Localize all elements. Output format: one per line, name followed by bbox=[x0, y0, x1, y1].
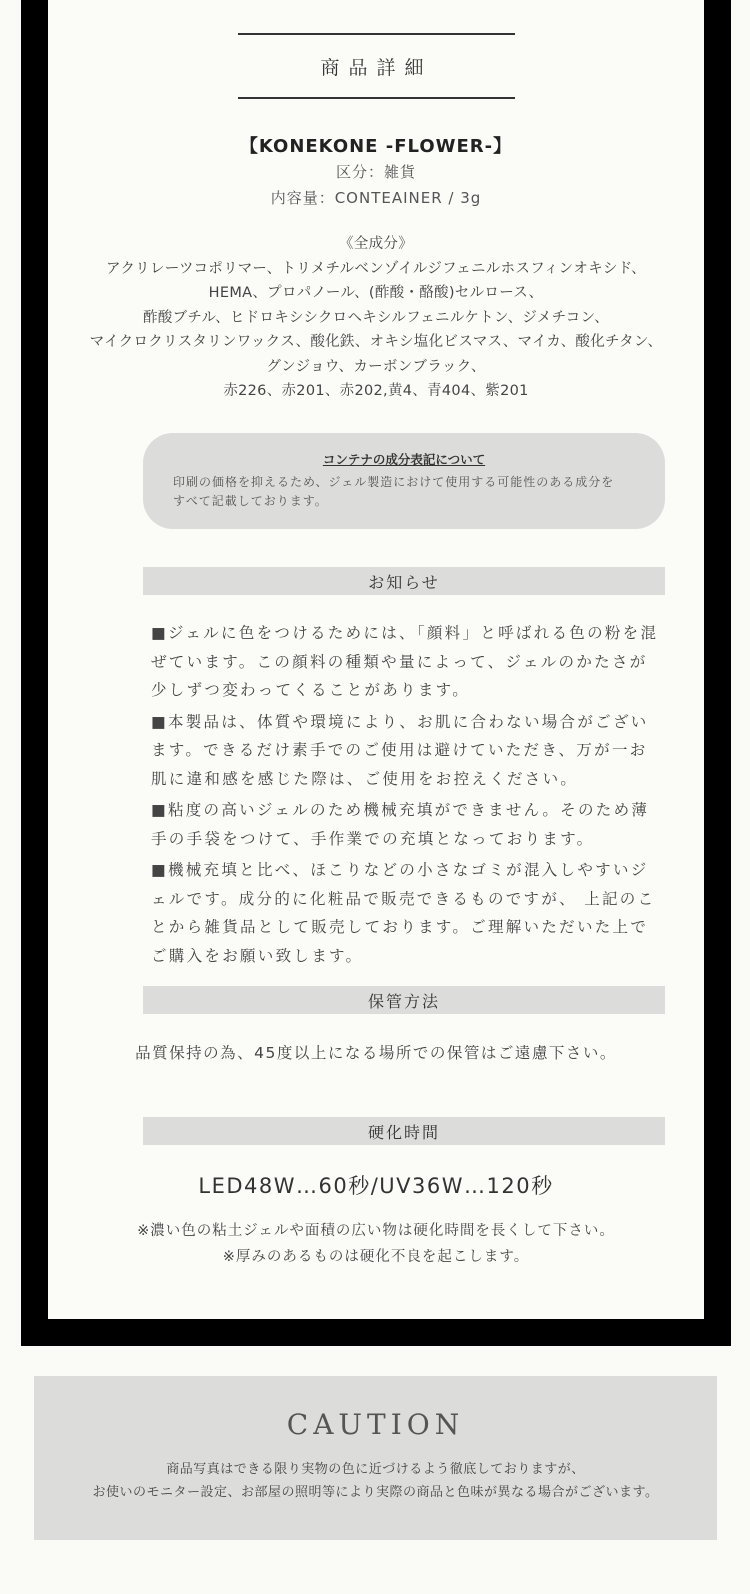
ingredients-line: 赤226、赤201、赤202,黄4、青404、紫201 bbox=[223, 383, 529, 399]
ingredients-line: グンジョウ、カーボンブラック、 bbox=[266, 358, 486, 375]
caution-title: CAUTION bbox=[286, 1408, 465, 1441]
curing-notes bbox=[48, 1218, 704, 1270]
storage-heading: 保管方法 bbox=[367, 991, 440, 1011]
container-note-line: すべて記載しております。 bbox=[173, 494, 328, 508]
curing-note-line: ※濃い色の粘土ジェルや面積の広い物は硬化時間を長くして下さい。 bbox=[137, 1223, 615, 1239]
curing-times: LED48W…60秒/UV36W…120秒 bbox=[198, 1174, 554, 1198]
notice-paragraph: ■本製品は、体質や環境により、お肌に合わない場合がございます。できるだけ素手でのご使用は避けていただき、万が一お肌に違和感を感じた際は、ご使用をお控えください。 bbox=[151, 712, 649, 788]
caution-line: 商品写真はできる限り実物の色に近づけるよう徹底しておりますが、 bbox=[166, 1462, 585, 1477]
caution-line: お使いのモニター設定、お部屋の照明等により実際の商品と色味が異なる場合がございます。 bbox=[92, 1485, 659, 1500]
curing-heading-bar bbox=[143, 1117, 665, 1145]
curing-note-line: ※厚みのあるものは硬化不良を起こします。 bbox=[222, 1249, 530, 1265]
ingredients-line: 酢酸ブチル、ヒドロキシシクロヘキシルフェニルケトン、ジメチコン、 bbox=[142, 309, 610, 326]
notice-heading: お知らせ bbox=[368, 572, 440, 592]
notice-paragraph: ■ジェルに色をつけるためには、「顔料」と呼ばれる色の粉を混ぜています。この顔料の種類や量によって、ジェルのかたさが少しずつ変わってくることがあります。 bbox=[151, 624, 659, 699]
product-name: 【KONEKONE -FLOWER-】 bbox=[239, 136, 513, 157]
notice-paragraph: ■機械充填と比べ、ほこりなどの小さなゴミが混入しやすいジェルです。成分的に化粧品で販売できるものですが、 上記のことから雑貨品として販売しております。ご理解いただいた上でご購入をお願い致します。 bbox=[151, 861, 656, 965]
caution-box bbox=[34, 1376, 717, 1540]
ingredients-line: アクリレーツコポリマー、トリメチルベンゾイルジフェニルホスフィンオキシド、 bbox=[106, 260, 646, 277]
notice-heading-bar bbox=[143, 567, 665, 595]
section-title-text: 商品詳細 bbox=[320, 56, 433, 79]
product-detail-panel bbox=[48, 0, 704, 1319]
caution-body bbox=[34, 1458, 717, 1504]
product-volume: 内容量：CONTEAINER / 3g bbox=[270, 189, 482, 207]
container-note-box bbox=[143, 433, 665, 529]
notice-paragraph: ■粘度の高いジェルのため機械充填ができません。そのため薄手の手袋をつけて、手作業での充填となっております。 bbox=[151, 801, 650, 848]
ingredients-line: マイクロクリスタリンワックス、酸化鉄、オキシ塩化ビスマス、マイカ、酸化チタン、 bbox=[89, 334, 663, 350]
curing-heading: 硬化時間 bbox=[367, 1122, 440, 1142]
product-category: 区分：雑貨 bbox=[335, 163, 416, 181]
container-note-title: コンテナの成分表記について bbox=[322, 452, 486, 467]
section-title bbox=[238, 33, 515, 99]
product-detail-frame bbox=[21, 0, 731, 1346]
container-note-line: 印刷の価格を抑えるため、ジェル製造におけて使用する可能性のある成分を bbox=[173, 475, 615, 489]
notice-body bbox=[151, 619, 661, 973]
container-note-body bbox=[173, 473, 643, 511]
ingredients-block bbox=[48, 232, 704, 404]
storage-text: 品質保持の為、45度以上になる場所での保管はご遠慮下さい。 bbox=[135, 1044, 617, 1062]
ingredients-line: HEMA、プロパノール、(酢酸・酪酸)セルロース、 bbox=[208, 285, 544, 301]
ingredients-heading: 《全成分》 bbox=[339, 236, 413, 252]
storage-heading-bar bbox=[143, 986, 665, 1014]
